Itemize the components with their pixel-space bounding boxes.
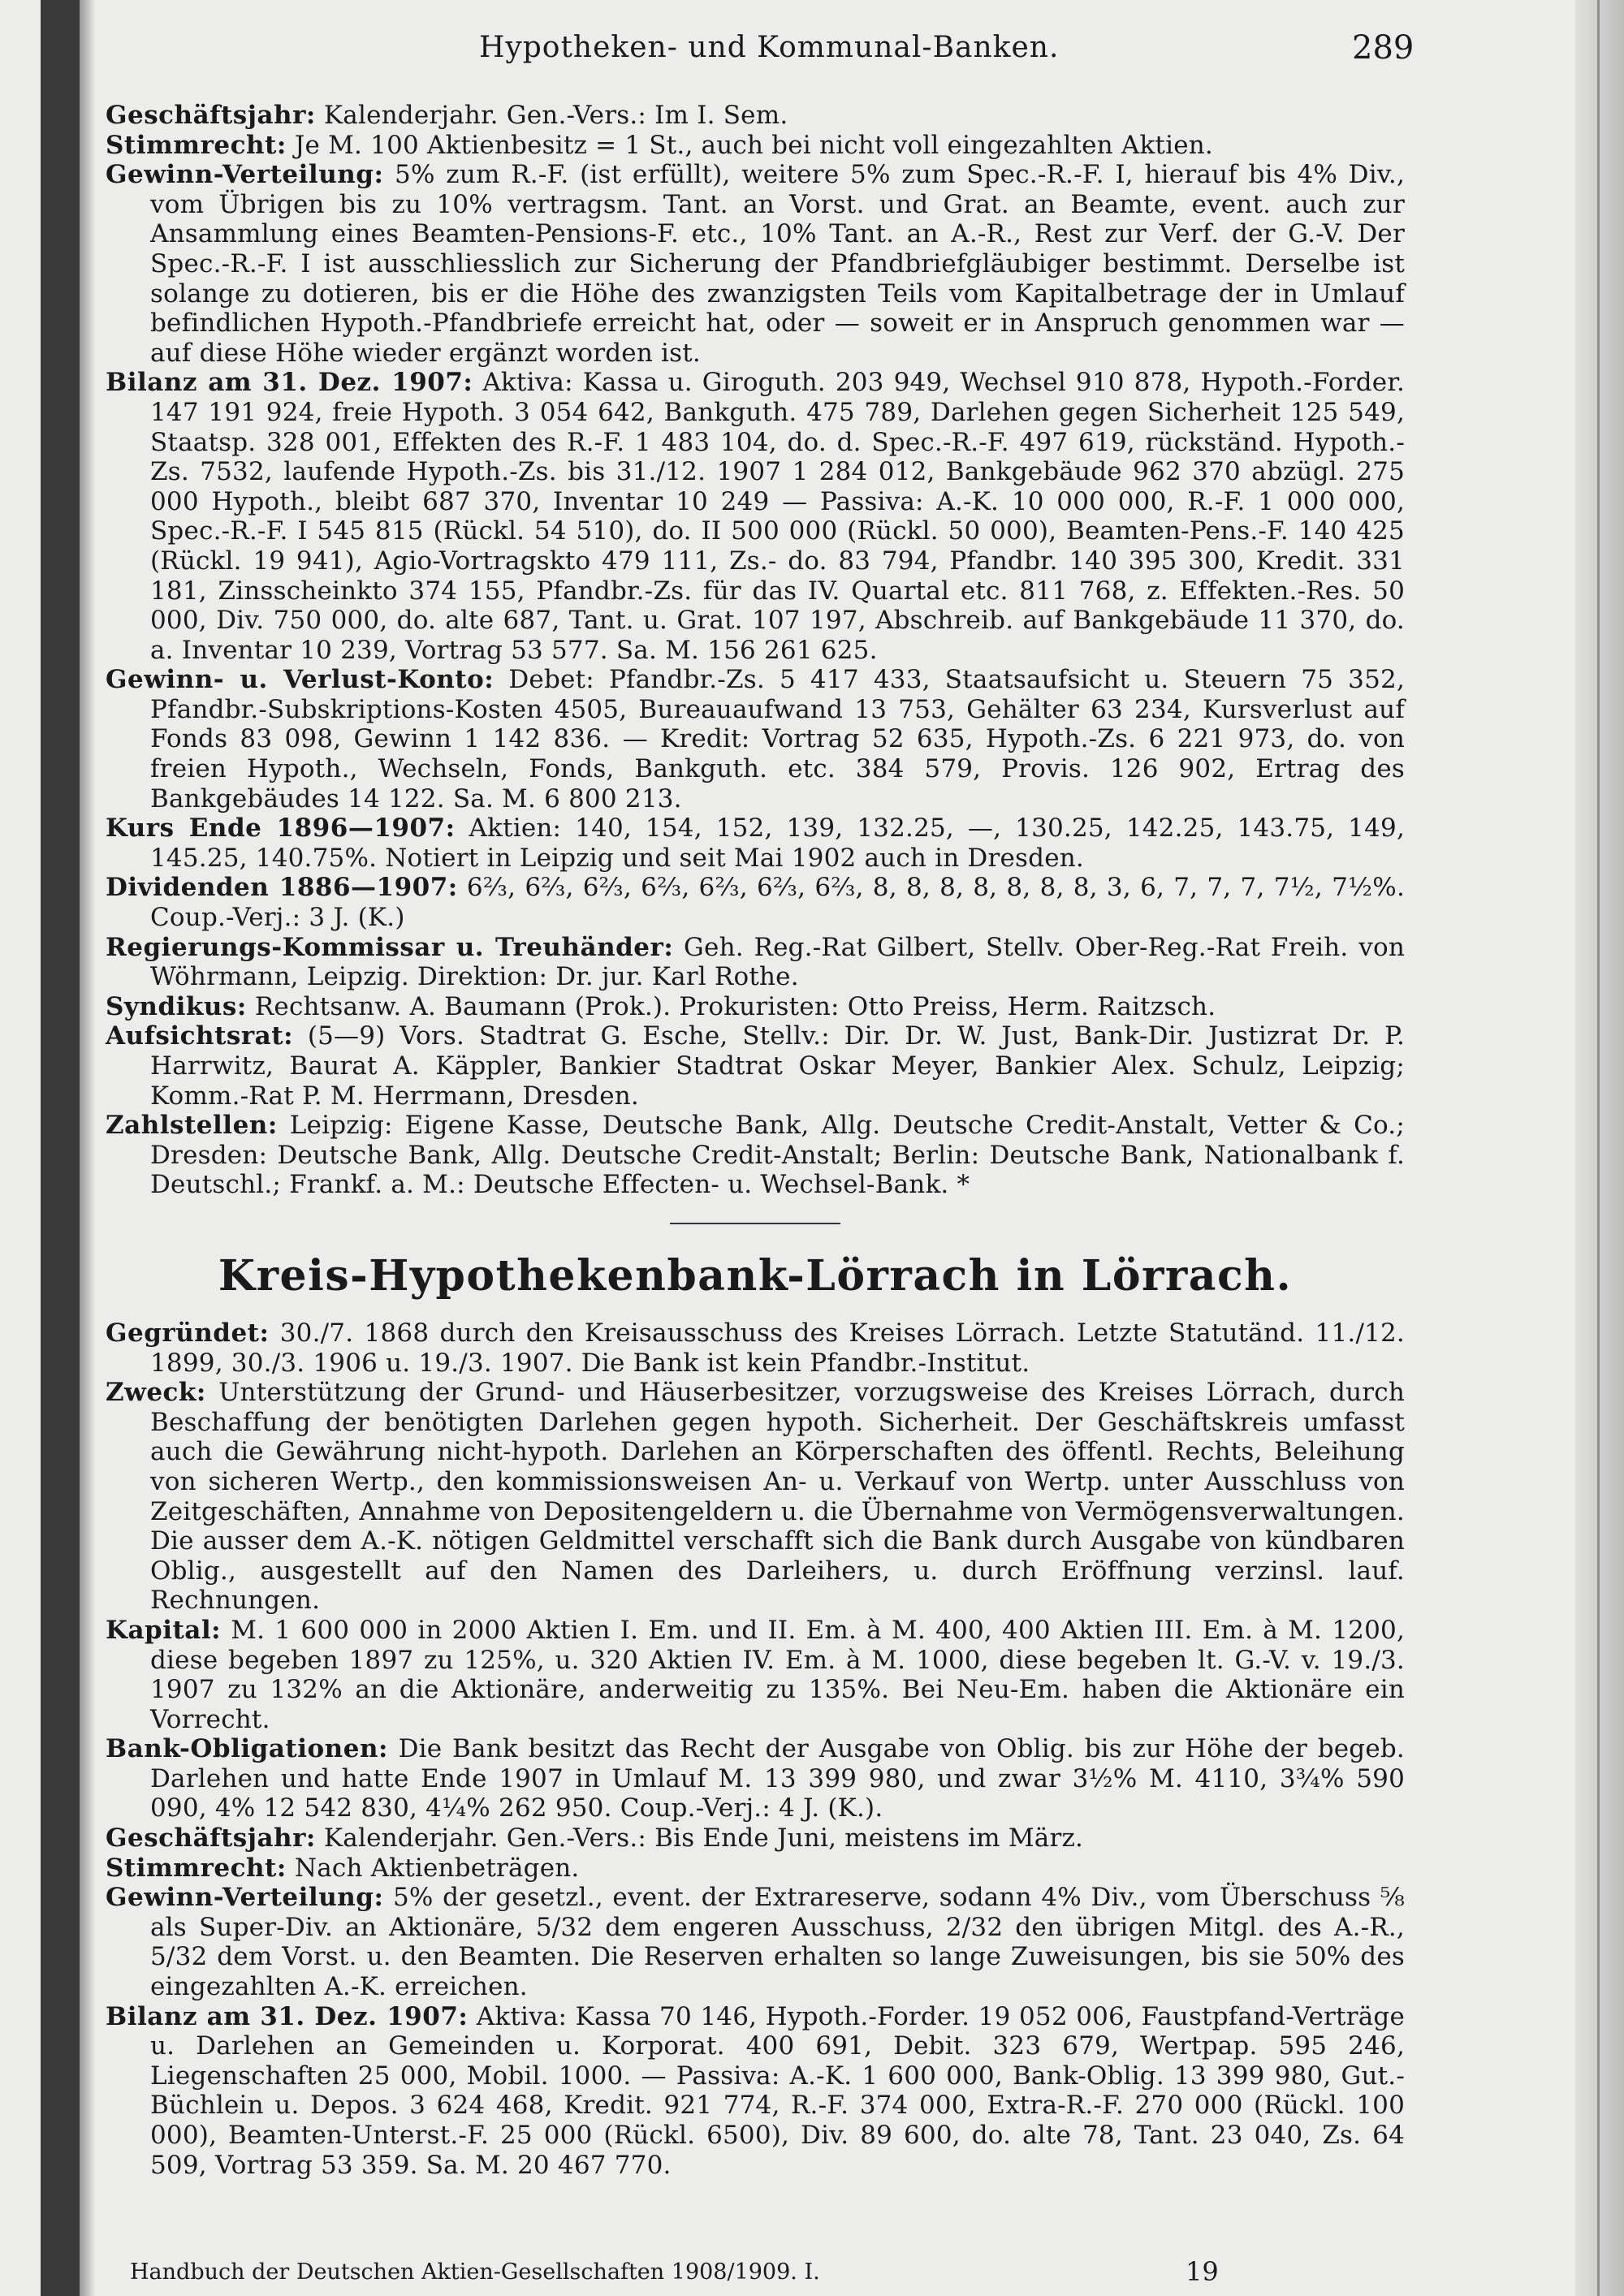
entry-paragraph (106, 1883, 1405, 2001)
entry-paragraph (106, 1378, 1405, 1616)
page-edge (1575, 0, 1624, 2296)
company-heading: Kreis-Hypothekenbank-Lörrach in Lörrach. (218, 1250, 1293, 1301)
entry-text: Aktien: 140, 154, 152, 139, 132.25, —, 130.25, 142.25, 143.75, 149, 145.25, 140.75%. Notiert in Leipzig und seit Mai 1902 auch in Dresden. (150, 814, 1405, 873)
entry-text: Die Bank besitzt das Recht der Ausgabe von Oblig. bis zur Höhe der begeb. Darlehen und hatte Ende 1907 in Umlauf M. 13 399 980, und zwar 3½% M. 4110, 3¾% 590 090, 4% 12 542 830, 4¼% 262 950. Coup.-Verj.: 4 J. (K.). (150, 1734, 1405, 1823)
entry-label: Syndikus: (106, 991, 247, 1021)
footer-title: Handbuch der Deutschen Aktien-Gesellschaften 1908/1909. I. (130, 2259, 820, 2285)
entry-paragraph (106, 665, 1405, 814)
entry-label: Aufsichtsrat: (106, 1021, 294, 1051)
entry-text: Nach Aktienbeträgen. (286, 1853, 580, 1883)
entry-paragraph (106, 1616, 1405, 1734)
section-separator (670, 1223, 840, 1224)
entry-label: Bank-Obligationen: (106, 1734, 388, 1764)
entry-paragraph (106, 873, 1405, 932)
entry-label: Zahlstellen: (106, 1111, 278, 1141)
entry-text: Leipzig: Eigene Kasse, Deutsche Bank, Allg. Deutsche Credit-Anstalt, Vetter & Co.; Dresden: Deutsche Bank, Allg. Deutsche Credit-Anstalt; Berlin: Deutsche Bank, Nationalbank f. Deutschl.; Frankf. a. M.: Deutsche Effecten- u. Wechsel-Bank. * (150, 1111, 1405, 1200)
entry-label: Regierungs-Kommissar u. Treuhänder: (106, 932, 674, 962)
entry-label: Bilanz am 31. Dez. 1907: (106, 2001, 469, 2031)
running-title: Hypotheken- und Kommunal-Banken. (479, 31, 1060, 64)
entry-label: Bilanz am 31. Dez. 1907: (106, 368, 473, 398)
entry-label: Gewinn-Verteilung: (106, 1883, 384, 1913)
entry-text: Aktiva: Kassa u. Giroguth. 203 949, Wechsel 910 878, Hypoth.-Forder. 147 191 924, freie Hypoth. 3 054 642, Bankguth. 475 789, Darlehen gegen Sicherheit 125 549, Staatsp. 328 001, Effekten des R.-F. 1 483 104, do. d. Spec.-R.-F. 497 619, rückständ. Hypoth.-Zs. 7532, laufende Hypoth.-Zs. bis 31./12. 1907 1 284 012, Bankgebäude 962 370 abzügl. 275 000 Hypoth., bleibt 687 370, Inventar 10 249 — Passiva: A.-K. 10 000 000, R.-F. 1 000 000, Spec.-R.-F. I 545 815 (Rückl. 54 510), do. II 500 000 (Rückl. 50 000), Beamten-Pens.-F. 140 425 (Rückl. 19 941), Agio-Vortragskto 479 111, Zs.- do. 83 794, Pfandbr. 140 395 300, Kredit. 331 181, Zinsscheinkto 374 155, Pfandbr.-Zs. für das IV. Quartal etc. 811 768, z. Effekten.-Res. 50 000, Div. 750 000, do. alte 687, Tant. u. Grat. 107 197, Abschreib. auf Bankgebäude 11 370, do. a. Inventar 10 239, Vortrag 53 577. Sa. M. 156 261 625. (150, 368, 1406, 665)
entry-text: Geh. Reg.-Rat Gilbert, Stellv. Ober-Reg.-Rat Freih. von Wöhrmann, Leipzig. Direktion: Dr. jur. Karl Rothe. (150, 932, 1405, 992)
entry-paragraph (106, 1318, 1405, 1378)
company-entry-continued (106, 101, 1405, 1200)
entry-text: (5—9) Vors. Stadtrat G. Esche, Stellv.: Dir. Dr. W. Just, Bank-Dir. Justizrat Dr. P. Harrwitz, Baurat A. Käppler, Bankier Stadtrat Oskar Meyer, Bankier Alex. Schulz, Leipzig; Komm.-Rat P. M. Herrmann, Dresden. (150, 1021, 1405, 1111)
company-entry (106, 1318, 1405, 2180)
entry-text: Kalenderjahr. Gen.-Vers.: Bis Ende Juni, meistens im März. (315, 1823, 1084, 1854)
page-footer (130, 2256, 1348, 2292)
entry-text: M. 1 600 000 in 2000 Aktien I. Em. und II. Em. à M. 400, 400 Aktien III. Em. à M. 1200, diese begeben 1897 zu 125%, u. 320 Aktien IV. Em. à M. 1000, diese begeben lt. G.-V. v. 19./3. 1907 zu 132% an die Aktionäre, anderweitig zu 135%. Bei Neu-Em. haben die Aktionäre ein Vorrecht. (150, 1615, 1405, 1734)
running-header (106, 29, 1415, 71)
entry-paragraph (106, 368, 1405, 665)
entry-paragraph (106, 1854, 1405, 1884)
entry-paragraph (106, 992, 1405, 1022)
page-number: 289 (1352, 29, 1415, 67)
entry-label: Dividenden 1886—1907: (106, 873, 458, 903)
entry-text: Kalenderjahr. Gen.-Vers.: Im I. Sem. (315, 101, 788, 130)
entry-text: Aktiva: Kassa 70 146, Hypoth.-Forder. 19 052 006, Faustpfand-Verträge u. Darlehen an Gemeinden u. Korporat. 400 691, Debit. 323 679, Wertpap. 595 246, Liegenschaften 25 000, Mobil. 1000. — Passiva: A.-K. 1 600 000, Bank-Oblig. 13 399 980, Gut.-Büchlein u. Depos. 3 624 468, Kredit. 921 774, R.-F. 374 000, Extra-R.-F. 270 000 (Rückl. 100 000), Beamten-Unterst.-F. 25 000 (Rückl. 6500), Div. 89 600, do. alte 78, Tant. 23 040, Zs. 64 509, Vortrag 53 359. Sa. M. 20 467 770. (150, 2001, 1406, 2180)
entry-paragraph (106, 1111, 1405, 1200)
entry-paragraph (106, 131, 1405, 161)
entry-label: Kapital: (106, 1615, 222, 1645)
entry-paragraph (106, 2002, 1405, 2181)
entry-label: Stimmrecht: (106, 130, 287, 160)
entry-paragraph (106, 933, 1405, 992)
entry-paragraph (106, 1734, 1405, 1823)
entry-label: Zweck: (106, 1378, 206, 1408)
entry-text: 5% der gesetzl., event. der Extrareserve, sodann 4% Div., vom Überschuss ⅝ als Super-Div. an Aktionäre, 5/32 dem engeren Ausschuss, 2/32 den übrigen Mitgl. des A.-R., 5/32 dem Vorst. u. den Beamten. Die Reserven erhalten so lange Zuweisungen, bis sie 50% des eingezahlten A.-K. erreichen. (150, 1883, 1405, 2002)
entry-text: Rechtsanw. A. Baumann (Prok.). Prokuristen: Otto Preiss, Herm. Raitzsch. (246, 991, 1216, 1021)
entry-text: Unterstützung der Grund- und Häuserbesitzer, vorzugsweise des Kreises Lörrach, durch Beschaffung der benötigten Darlehen gegen hypoth. Sicherheit. Der Geschäftskreis umfasst auch die Gewährung nicht-hypoth. Darlehen an Körperschaften des öffentl. Rechts, Beleihung von sicheren Wertp., den kommissionsweisen An- u. Verkauf von Wertp. unter Ausschluss von Zeitgeschäften, Annahme von Depositengeldern u. die Übernahme von Vermögensverwaltungen. Die ausser dem A.-K. nötigen Geldmittel verschafft sich die Bank durch Ausgabe von kündbaren Oblig., ausgestellt auf den Namen des Darleihers, u. durch Eröffnung verzinsl. lauf. Rechnungen. (150, 1378, 1405, 1616)
entry-paragraph (106, 160, 1405, 368)
entry-label: Gewinn- u. Verlust-Konto: (106, 665, 495, 695)
entry-label: Geschäftsjahr: (106, 1823, 316, 1854)
entry-paragraph (106, 101, 1405, 131)
entry-text: 6⅔, 6⅔, 6⅔, 6⅔, 6⅔, 6⅔, 6⅔, 8, 8, 8, 8, 8, 8, 8, 3, 6, 7, 7, 7, 7½, 7½%. Coup.-Verj.: 3 J. (K.) (150, 873, 1405, 933)
entry-paragraph (106, 1021, 1405, 1111)
entry-label: Gewinn-Verteilung: (106, 160, 384, 190)
entry-label: Stimmrecht: (106, 1853, 287, 1883)
gutter-gradient (80, 0, 96, 2296)
entry-text: Debet: Pfandbr.-Zs. 5 417 433, Staatsaufsicht u. Steuern 75 352, Pfandbr.-Subskriptions-Kosten 4505, Bureauaufwand 13 753, Gehälter 63 234, Kursverlust auf Fonds 83 098, Gewinn 1 142 836. — Kredit: Vortrag 52 635, Hypoth.-Zs. 6 221 973, do. von freien Hypoth., Wechseln, Fonds, Bankguth. etc. 384 579, Provis. 126 902, Ertrag des Bankgebäudes 14 122. Sa. M. 6 800 213. (150, 665, 1405, 814)
entry-paragraph (106, 1823, 1405, 1854)
entry-label: Kurs Ende 1896—1907: (106, 814, 456, 844)
entry-text: Je M. 100 Aktienbesitz = 1 St., auch bei nicht voll eingezahlten Aktien. (286, 130, 1213, 160)
book-spine-shadow (41, 0, 80, 2296)
signature-mark: 19 (1186, 2256, 1219, 2287)
entry-label: Geschäftsjahr: (106, 101, 316, 130)
entry-paragraph (106, 814, 1405, 873)
entry-text: 5% zum R.-F. (ist erfüllt), weitere 5% zum Spec.-R.-F. I, hierauf bis 4% Div., vom Übrigen bis zu 10% vertragsm. Tant. an Vorst. und Grat. an Beamte, event. auch zur Ansammlung eines Beamten-Pensions-F. etc., 10% Tant. an A.-R., Rest zur Verf. der G.-V. Der Spec.-R.-F. I ist ausschliesslich zur Sicherung der Pfandbriefgläubiger bestimmt. Derselbe ist solange zu dotieren, bis er die Höhe des zwanzigsten Teils vom Kapitalbetrage der in Umlauf befindlichen Hypoth.-Pfandbriefe erreicht hat, oder — soweit er in Anspruch genommen war — auf diese Höhe wieder ergänzt worden ist. (150, 160, 1405, 368)
page-edge-line (1597, 0, 1600, 2296)
page-body (106, 101, 1405, 2180)
entry-text: 30./7. 1868 durch den Kreisausschuss des Kreises Lörrach. Letzte Statutänd. 11./12. 1899, 30./3. 1906 u. 19./3. 1907. Die Bank ist kein Pfandbr.-Institut. (150, 1318, 1405, 1378)
entry-label: Gegründet: (106, 1318, 270, 1348)
